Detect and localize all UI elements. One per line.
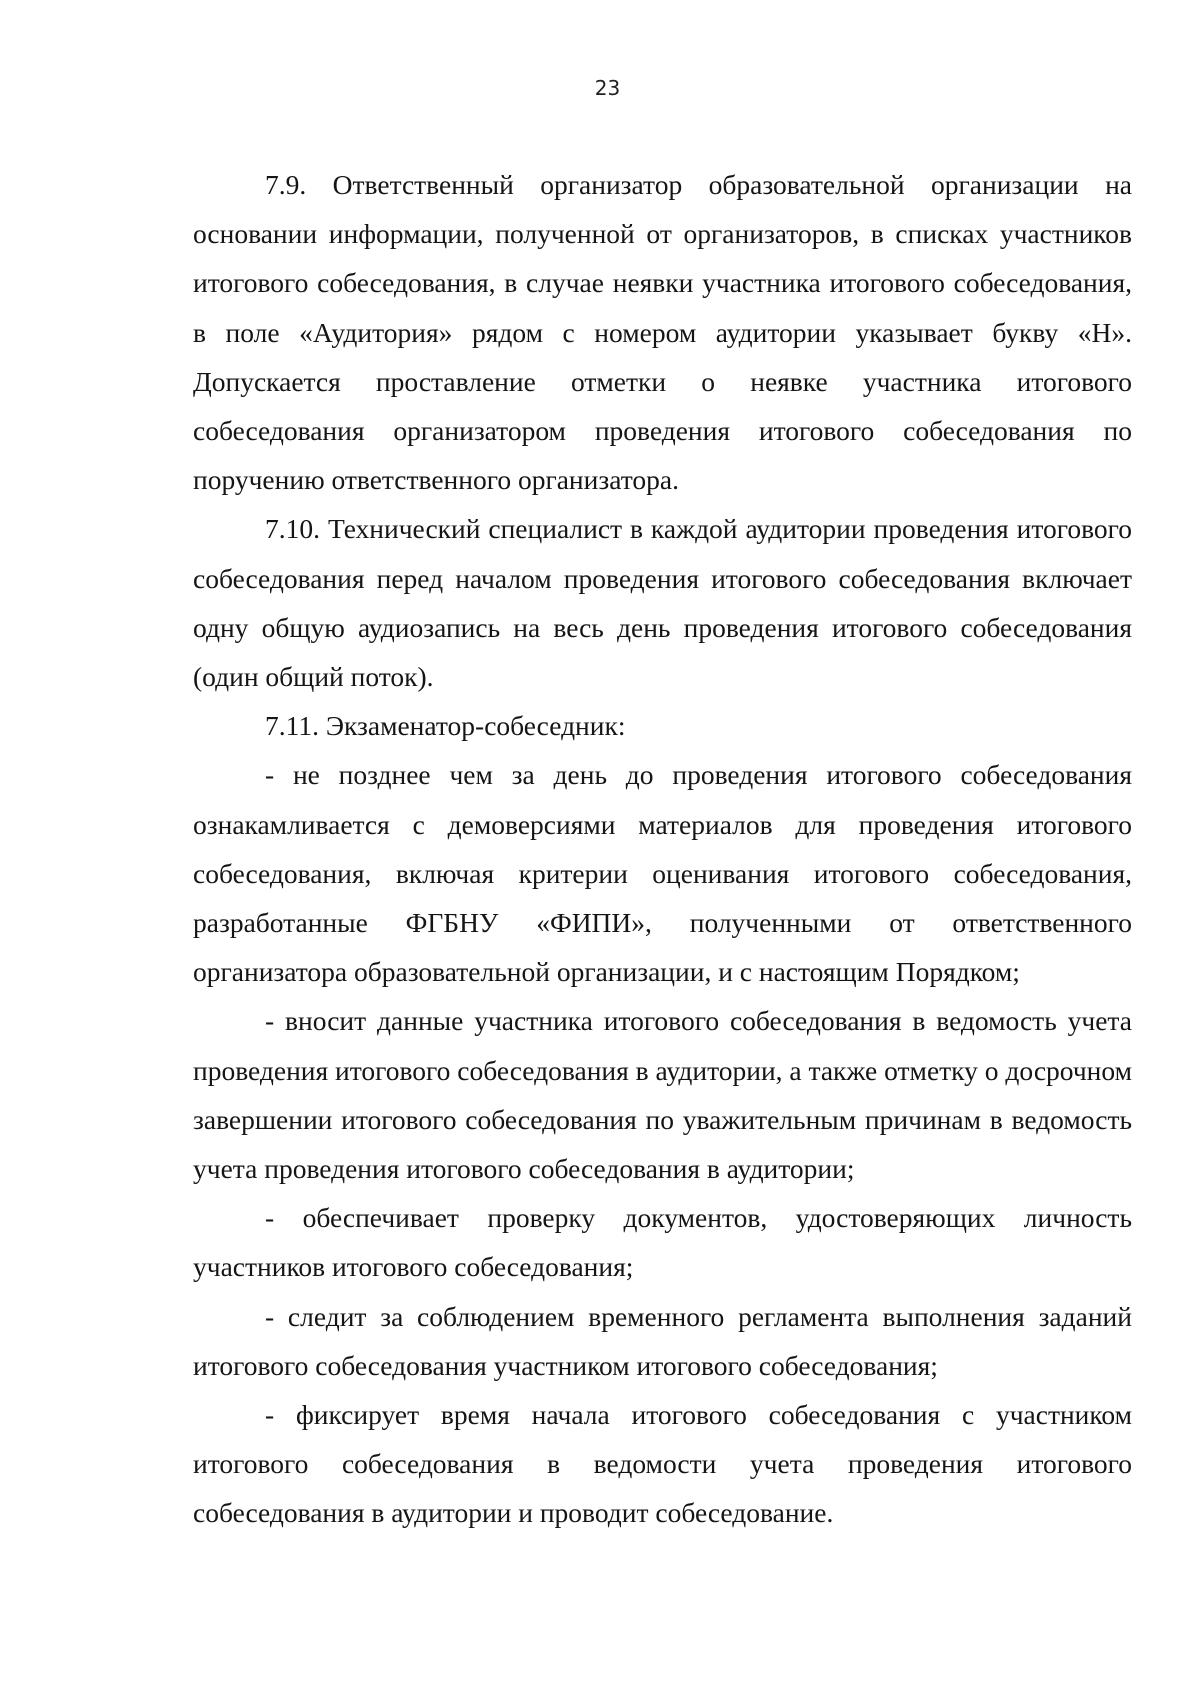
list-item-record-data: - вносит данные участника итогового собеседования в ведомость учета проведения итогового собеседования в аудитории, а также отметку о досрочном завершении итогового собеседования по уважительным причинам в ведомость учета проведения итогового собеседования в аудитории; bbox=[193, 1005, 1132, 1185]
paragraph-7-11-heading: 7.11. Экзаменатор-собеседник: bbox=[265, 710, 626, 742]
list-item-record-start-time: - фиксирует время начала итогового собеседования с участником итогового собеседования в ведомости учета проведения итогового собеседования в аудитории и проводит собеседование. bbox=[193, 1399, 1132, 1529]
paragraph-7-9: 7.9. Ответственный организатор образовательной организации на основании информации, полученной от организаторов, в списках участников итогового собеседования, в случае неявки участника итогового собеседования, в поле «Аудитория» рядом с номером аудитории указывает букву «Н». Допускается проставление отметки о неявке участника итогового собеседования организатором проведения итогового собеседования по поручению ответственного организатора. bbox=[193, 169, 1132, 496]
paragraph-7-10: 7.10. Технический специалист в каждой аудитории проведения итогового собеседования перед началом проведения итогового собеседования включает одну общую аудиозапись на весь день проведения итогового собеседования (один общий поток). bbox=[193, 513, 1132, 693]
list-item-demo-materials: - не позднее чем за день до проведения итогового собеседования ознакамливается с демоверсиями материалов для проведения итогового собеседования, включая критерии оценивания итогового собеседования, разработанные ФГБНУ «ФИПИ», полученными от ответственного организатора образовательной организации, и с настоящим Порядком; bbox=[193, 759, 1132, 988]
page-number: 23 bbox=[594, 76, 621, 100]
document-body bbox=[193, 160, 1132, 1538]
list-item-time-regulation: - следит за соблюдением временного регламента выполнения заданий итогового собеседования участником итогового собеседования; bbox=[193, 1300, 1132, 1381]
list-item-check-documents: - обеспечивает проверку документов, удостоверяющих личность участников итогового собеседования; bbox=[193, 1202, 1132, 1283]
